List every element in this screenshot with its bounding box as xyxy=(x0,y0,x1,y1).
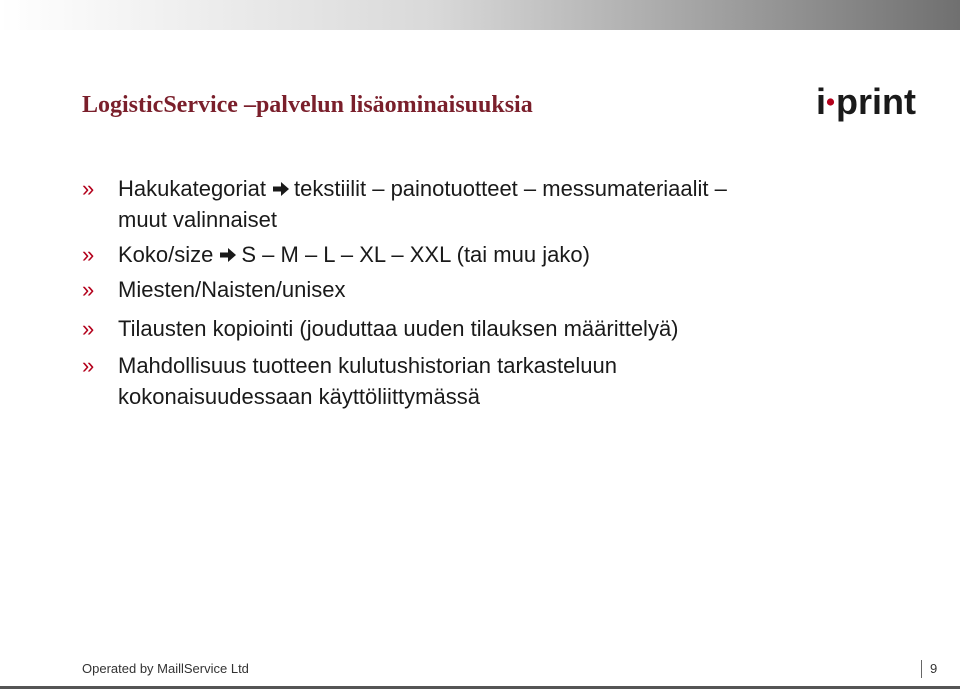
footer-divider xyxy=(0,686,960,689)
bullet-item xyxy=(82,239,742,270)
bullet-text: Miesten/Naisten/unisex xyxy=(118,277,346,302)
slide-title: LogisticService –palvelun lisäominaisuuksia xyxy=(82,92,533,118)
bullet-list xyxy=(82,173,742,416)
bullet-item xyxy=(82,274,742,305)
bullet-item xyxy=(82,350,742,412)
bullet-item xyxy=(82,313,742,344)
bullet-text: Tilausten kopiointi (jouduttaa uuden tilauksen määrittelyä) xyxy=(118,316,679,341)
top-gradient-bar xyxy=(0,0,960,30)
svg-text:print: print xyxy=(836,84,916,122)
bullet-marker: » xyxy=(82,316,95,341)
page-number: 9 xyxy=(921,660,937,678)
svg-text:i: i xyxy=(816,84,827,122)
bullet-text: tekstiilit – painotuotteet – messumateriaalit – muut valinnaiset xyxy=(118,176,727,232)
footer-operator-text: Operated by MaillService Ltd xyxy=(82,661,249,676)
arrow-right-icon xyxy=(219,246,237,264)
bullet-text: Koko/size xyxy=(118,242,214,267)
bullet-marker: » xyxy=(82,176,95,201)
iprint-logo xyxy=(816,84,924,128)
bullet-marker: » xyxy=(82,353,95,378)
bullet-text: Hakukategoriat xyxy=(118,176,266,201)
bullet-text: S – M – L – XL – XXL (tai muu jako) xyxy=(241,242,590,267)
arrow-right-icon xyxy=(272,180,290,198)
bullet-text: Mahdollisuus tuotteen kulutushistorian tarkasteluun kokonaisuudessaan käyttöliittymässä xyxy=(118,353,617,409)
bullet-marker: » xyxy=(82,277,95,302)
bullet-item xyxy=(82,173,742,235)
bullet-marker: » xyxy=(82,242,95,267)
